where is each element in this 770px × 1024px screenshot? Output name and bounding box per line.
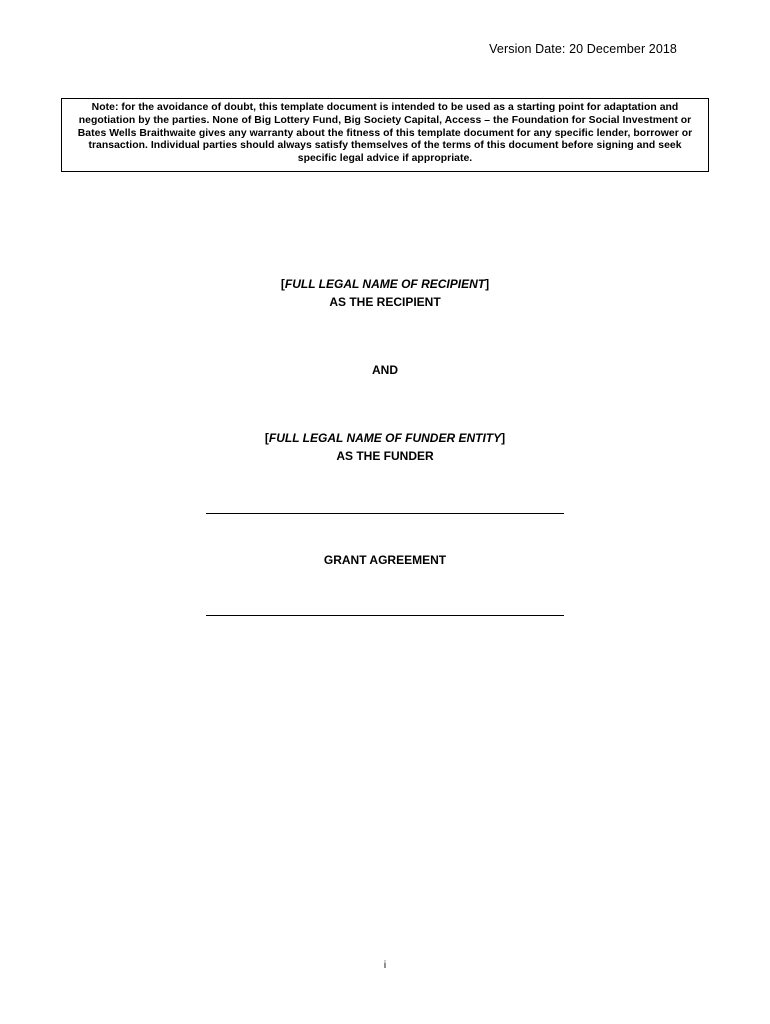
title-bottom-rule	[206, 615, 564, 616]
funder-bracket-close: ]	[501, 431, 506, 445]
version-date: Version Date: 20 December 2018	[489, 42, 677, 56]
recipient-name-placeholder: FULL LEGAL NAME OF RECIPIENT	[284, 277, 486, 291]
recipient-bracket-close: ]	[485, 277, 490, 291]
title-top-rule	[206, 513, 564, 514]
funder-name-line	[0, 431, 770, 445]
funder-role: AS THE FUNDER	[336, 449, 434, 463]
funder-name-placeholder: FULL LEGAL NAME OF FUNDER ENTITY	[268, 431, 502, 445]
recipient-name-line	[0, 277, 770, 291]
funder-bracket-open: [	[264, 431, 269, 445]
recipient-bracket-open: [	[280, 277, 285, 291]
recipient-role: AS THE RECIPIENT	[329, 295, 441, 309]
page-number: i	[383, 960, 387, 971]
parties-conjunction: AND	[372, 363, 398, 377]
disclaimer-note-box: Note: for the avoidance of doubt, this template document is intended to be used as a starting point for adaptation and negotiation by the parties. None of Big Lottery Fund, Big Society Capital, Access – the Foundation for Social Investment or Bates Wells Braithwaite gives any warranty about the fitness of this template document for any specific lender, borrower or transaction. Individual parties should always satisfy themselves of the terms of this document before signing and seek specific legal advice if appropriate.	[61, 98, 709, 172]
document-title: GRANT AGREEMENT	[323, 553, 447, 567]
